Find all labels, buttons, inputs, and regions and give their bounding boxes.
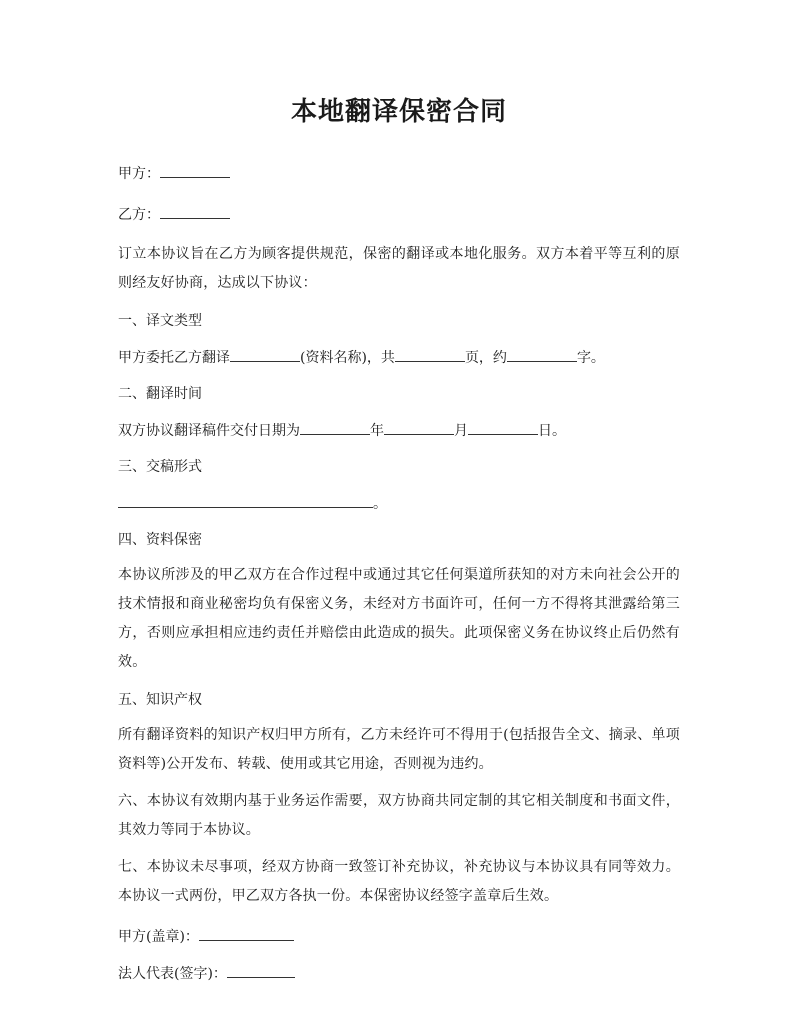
section-2-body	[118, 419, 680, 442]
section-3-body	[118, 492, 680, 515]
signature-party-a-label: 甲方(盖章)：	[118, 929, 199, 945]
party-b-label: 乙方：	[118, 207, 160, 223]
s1-text-2: (资料名称)，共	[300, 350, 395, 366]
year-blank	[300, 419, 370, 435]
s2-text-3: 月	[454, 423, 468, 439]
party-a-label: 甲方：	[118, 166, 160, 182]
s1-text-1: 甲方委托乙方翻译	[118, 350, 230, 366]
day-blank	[468, 419, 538, 435]
party-b-blank	[160, 203, 230, 219]
delivery-form-blank	[118, 492, 373, 508]
month-blank	[384, 419, 454, 435]
signature-party-a-blank	[199, 925, 294, 941]
section-1-body	[118, 346, 680, 369]
page-count-blank	[395, 346, 465, 362]
s1-text-4: 字。	[576, 350, 605, 366]
contract-page	[118, 92, 680, 985]
section-7-body: 七、本协议未尽事项，经双方协商一致签订补充协议，补充协议与本协议具有同等效力。本协议一式两份，甲乙双方各执一份。本保密协议经签字盖章后生效。	[118, 859, 680, 904]
section-2-heading: 二、翻译时间	[118, 386, 202, 402]
signature-rep-label: 法人代表(签字)：	[118, 966, 227, 982]
party-a-line	[118, 162, 680, 185]
section-1-heading: 一、译文类型	[118, 313, 202, 329]
material-name-blank	[230, 346, 300, 362]
section-3-heading: 三、交稿形式	[118, 459, 202, 475]
section-4-body: 本协议所涉及的甲乙双方在合作过程中或通过其它任何渠道所获知的对方未向社会公开的技术情报和商业秘密均负有保密义务，未经对方书面许可，任何一方不得将其泄露给第三方，否则应承担相应违约责任并赔偿由此造成的损失。此项保密义务在协议终止后仍然有效。	[118, 567, 680, 670]
s2-text-1: 双方协议翻译稿件交付日期为	[118, 423, 300, 439]
signature-party-a-line	[118, 925, 680, 948]
signature-rep-line	[118, 962, 680, 985]
section-5-body: 所有翻译资料的知识产权归甲方所有，乙方未经许可不得用于(包括报告全文、摘录、单项资料等)公开发布、转载、使用或其它用途，否则视为违约。	[118, 727, 680, 772]
party-b-line	[118, 203, 680, 226]
s1-text-3: 页，约	[464, 350, 507, 366]
s3-text-1: 。	[373, 496, 387, 512]
intro-paragraph: 订立本协议旨在乙方为顾客提供规范，保密的翻译或本地化服务。双方本着平等互利的原则经友好协商，达成以下协议：	[118, 246, 680, 291]
word-count-blank	[507, 346, 577, 362]
document-title: 本地翻译保密合同	[290, 97, 507, 127]
party-a-blank	[160, 162, 230, 178]
section-6-body: 六、本协议有效期内基于业务运作需要，双方协商共同定制的其它相关制度和书面文件，其效力等同于本协议。	[118, 793, 680, 838]
s2-text-4: 日。	[538, 423, 566, 439]
s2-text-2: 年	[370, 423, 384, 439]
section-4-heading: 四、资料保密	[118, 532, 202, 548]
signature-rep-blank	[227, 962, 295, 978]
section-5-heading: 五、知识产权	[118, 692, 202, 708]
